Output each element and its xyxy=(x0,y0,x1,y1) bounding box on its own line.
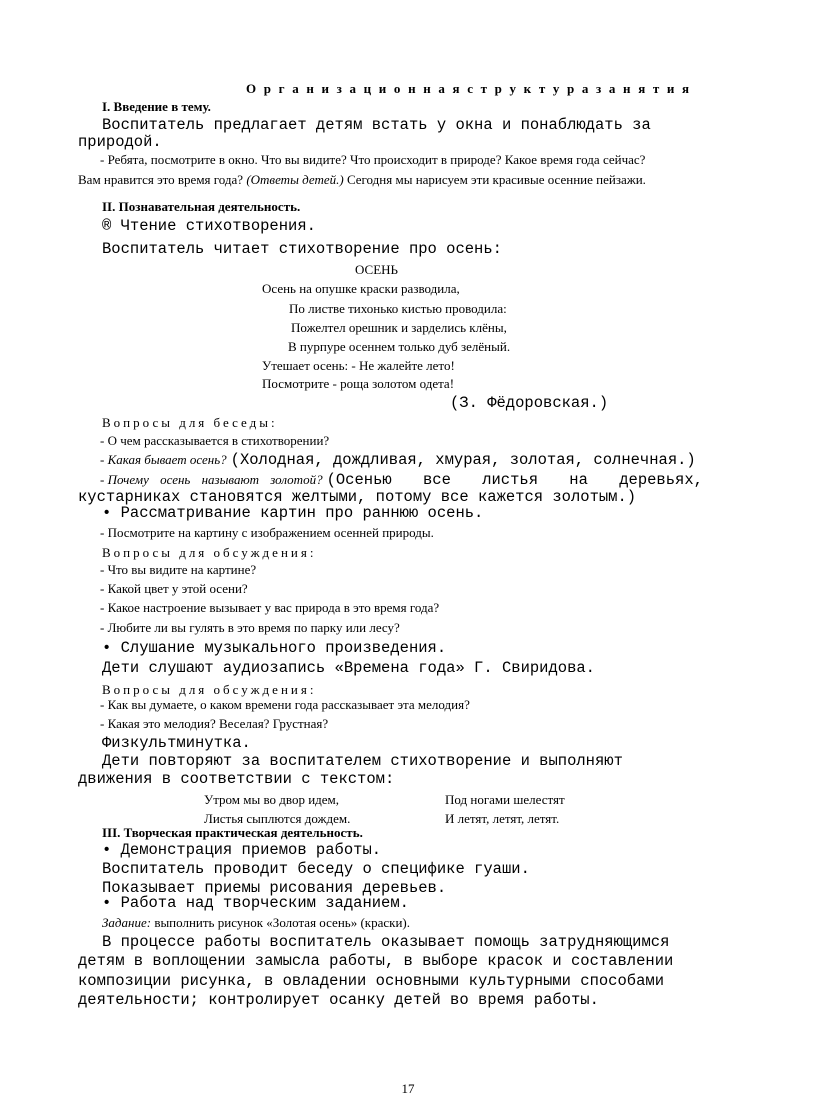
final-paragraph-4: деятельности; контролирует осанку детей во время работы. xyxy=(78,991,599,1009)
final-paragraph-3: композиции рисунка, в овладении основными культурными способами xyxy=(78,972,664,990)
question-3-answer-1: (Осенью все листья на деревьях, xyxy=(326,471,703,489)
creative-line-1: • Демонстрация приемов работы. xyxy=(102,841,382,859)
bullet-pictures: • Рассматривание картин про раннюю осень. xyxy=(102,504,484,522)
question-3-answer-2: кустарниках становятся желтыми, потому все кажется золотым.) xyxy=(78,488,637,506)
discussion-q1: - Что вы видите на картине? xyxy=(100,562,257,577)
rhyme-right-1: Под ногами шелестят xyxy=(445,792,565,807)
creative-line-4: • Работа над творческим заданием. xyxy=(102,894,409,912)
final-paragraph-2: детям в воплощении замысла работы, в выборе красок и составлении xyxy=(78,952,674,970)
music-text: Дети слушают аудиозапись «Времена года» Г. Свиридова. xyxy=(102,659,595,677)
rhyme-right-2: И летят, летят, летят. xyxy=(445,811,560,826)
task-label: Задание: xyxy=(102,915,152,930)
poem-line-1: Осень на опушке краски разводила, xyxy=(262,281,460,296)
q2-answer: (Ответы детей.) xyxy=(246,172,344,187)
question-1: - О чем рассказывается в стихотворении? xyxy=(100,433,330,448)
task-line xyxy=(102,916,410,929)
section-2-heading: II. Познавательная деятельность. xyxy=(102,199,301,214)
rhyme-left-1: Утром мы во двор идем, xyxy=(204,792,340,807)
section-1-heading: I. Введение в тему. xyxy=(102,99,211,114)
question-2: - Какая бывает осень? (Холодная, дождливая, хмурая, золотая, солнечная.) xyxy=(100,451,696,469)
questions-label: Вопросы для беседы: xyxy=(102,415,278,430)
question-3-text: Почему осень называют золотой? xyxy=(107,472,323,487)
bullet-reading: ® Чтение стихотворения. xyxy=(102,217,316,235)
creative-line-2: Воспитатель проводит беседу о специфике гуаши. xyxy=(102,860,530,878)
poem-title: ОСЕНЬ xyxy=(355,262,399,277)
bullet-music: • Слушание музыкального произведения. xyxy=(102,639,447,657)
discussion-q3: - Какое настроение вызывает у вас природа в это время года? xyxy=(100,600,440,615)
creative-line-3: Показывает приемы рисования деревьев. xyxy=(102,879,447,897)
poem-line-6: Посмотрите - роща золотом одета! xyxy=(262,376,455,391)
physical-line-1: Дети повторяют за воспитателем стихотворение и выполняют xyxy=(102,752,623,770)
discussion-label: Вопросы для обсуждения: xyxy=(102,545,317,560)
final-paragraph-1: В процессе работы воспитатель оказывает помощь затрудняющимся xyxy=(102,933,670,951)
teacher-reads: Воспитатель читает стихотворение про осень: xyxy=(102,240,502,258)
poem-line-3: Пожелтел орешник и зарделись клёны, xyxy=(291,320,507,335)
q2-continue: Сегодня мы нарисуем эти красивые осенние пейзажи. xyxy=(346,172,646,187)
discussion-q4: - Любите ли вы гулять в это время по парку или лесу? xyxy=(100,620,400,635)
q2-text: Вам нравится это время года? xyxy=(78,172,244,187)
discussion-label-2: Вопросы для обсуждения: xyxy=(102,682,317,697)
physical-heading: Физкультминутка. xyxy=(102,734,251,752)
intro-line-1: Воспитатель предлагает детям встать у окна и понаблюдать за xyxy=(102,116,651,134)
question-3: - Почему осень называют золотой? (Осенью все листья на деревьях, xyxy=(100,471,703,489)
poem-author: (З. Фёдоровская.) xyxy=(450,394,609,412)
question-2-text: Какая бывает осень? xyxy=(107,452,227,467)
music-q1: - Как вы думаете, о каком времени года рассказывает эта мелодия? xyxy=(100,697,470,712)
page-number: 17 xyxy=(401,1081,415,1096)
discussion-q2: - Какой цвет у этой осени? xyxy=(100,581,248,596)
task-text: выполнить рисунок «Золотая осень» (краски). xyxy=(154,915,411,930)
music-q2: - Какая это мелодия? Веселая? Грустная? xyxy=(100,716,329,731)
question-2-answer: (Холодная, дождливая, хмурая, золотая, солнечная.) xyxy=(230,451,696,469)
physical-line-2: движения в соответствии с текстом: xyxy=(78,770,395,788)
section-3-heading: III. Творческая практическая деятельность. xyxy=(102,825,363,840)
page-title: О р г а н и з а ц и о н н а я с т р у к т у р а з а н я т и я xyxy=(246,81,692,96)
rhyme-left-2: Листья сыплются дождем. xyxy=(204,811,351,826)
intro-question-1: - Ребята, посмотрите в окно. Что вы видите? Что происходит в природе? Какое время года сейчас? xyxy=(100,152,646,167)
poem-line-5: Утешает осень: - Не жалейте лето! xyxy=(262,358,455,373)
intro-question-2 xyxy=(78,173,646,186)
poem-line-4: В пурпуре осеннем только дуб зелёный. xyxy=(288,339,511,354)
intro-line-2: природой. xyxy=(78,133,162,151)
look-picture: - Посмотрите на картину с изображением осенней природы. xyxy=(100,525,434,540)
poem-line-2: По листве тихонько кистью проводила: xyxy=(289,301,507,316)
